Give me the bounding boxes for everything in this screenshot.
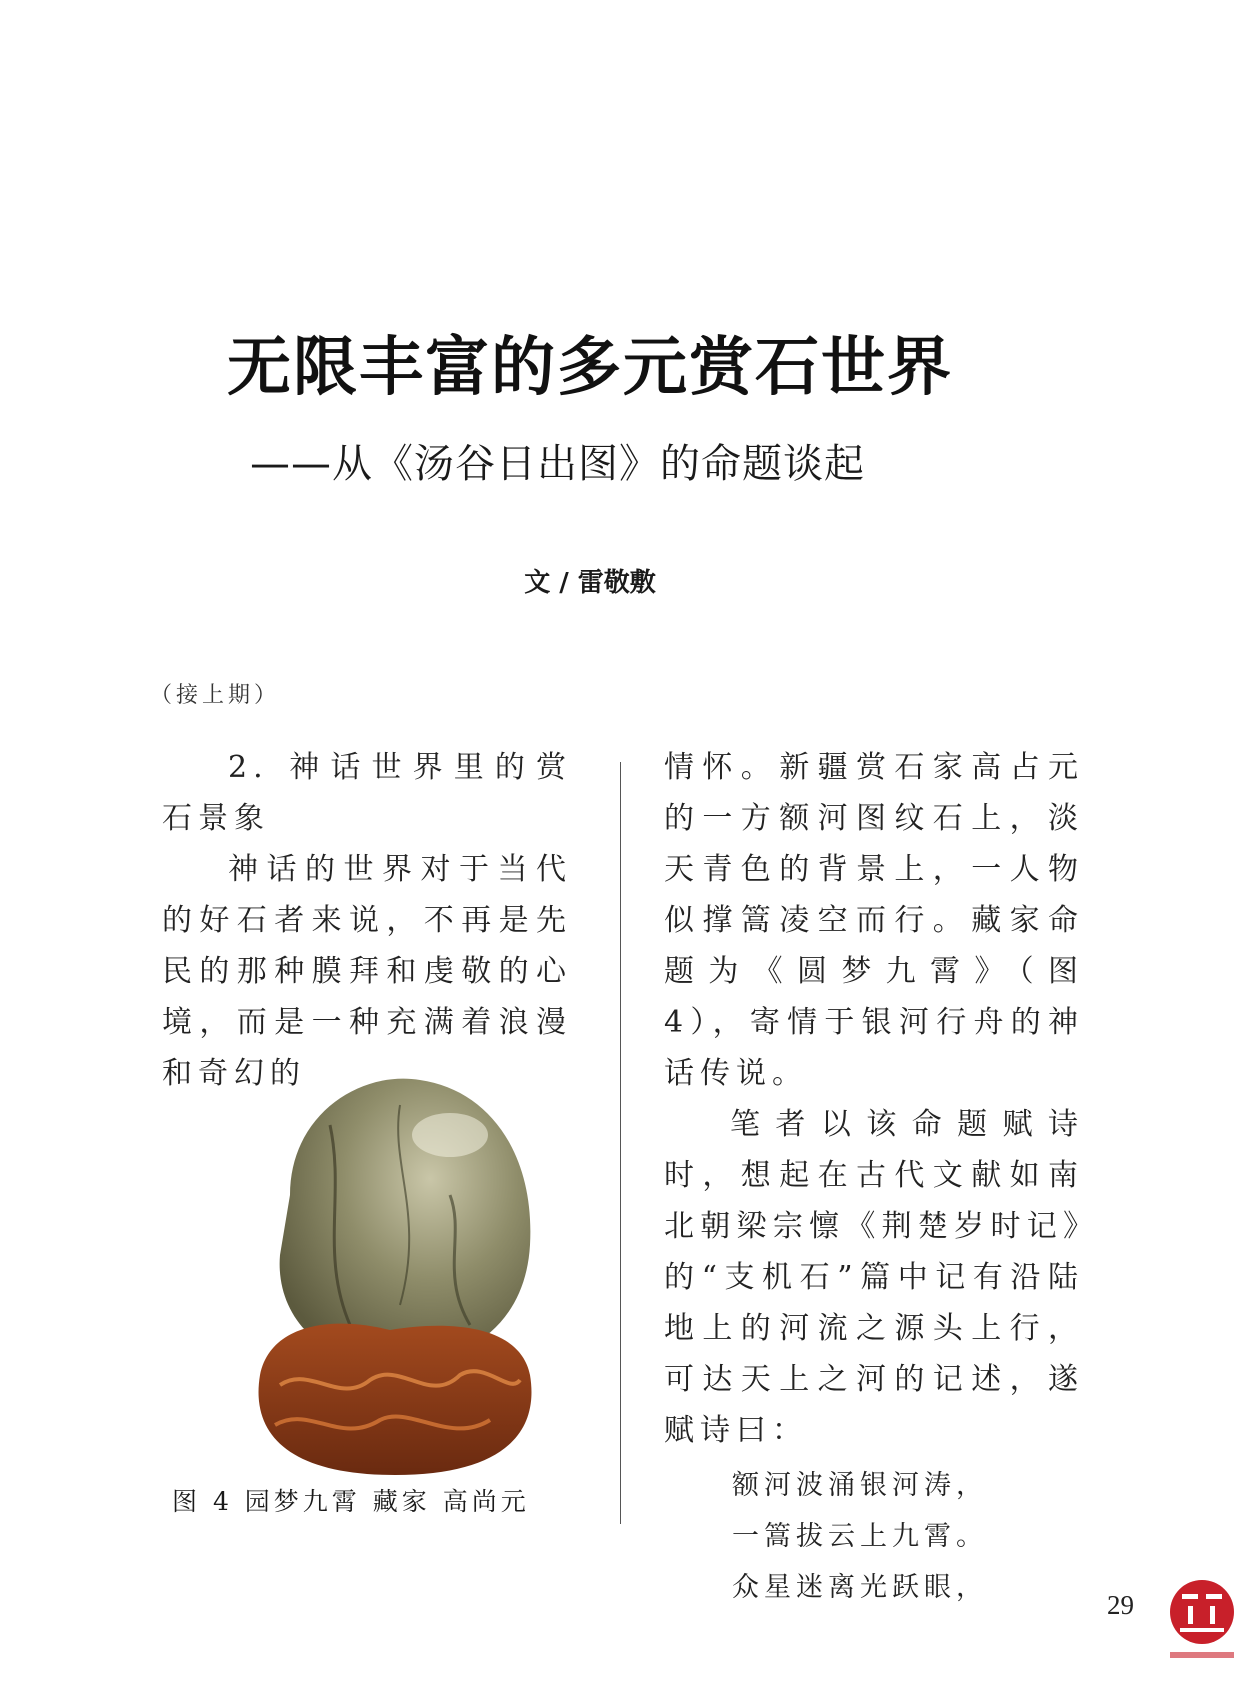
page-number: 29 [1107, 1590, 1134, 1620]
left-column [162, 742, 572, 1099]
poem-line: 众星迷离光跃眼， [732, 1572, 988, 1603]
section-heading: 2. 神话世界里的赏石景象 [162, 750, 572, 836]
publisher-logo-icon [1166, 1572, 1238, 1680]
paragraph: 神话的世界对于当代的好石者来说，不再是先民的那种膜拜和虔敬的心境，而是一种充满着浪漫和奇幻的 [162, 852, 572, 1091]
column-divider [620, 762, 621, 1524]
paragraph: 情怀。新疆赏石家高占元的一方额河图纹石上，淡天青色的背景上，一人物似撑篙凌空而行。藏家命题为《圆梦九霄》（图 4），寄情于银河行舟的神话传说。 [664, 750, 1084, 1091]
figure-caption: 图 4 园梦九霄 藏家 高尚元 [172, 1487, 530, 1516]
poem-line: 一篙拔云上九霄。 [732, 1521, 988, 1552]
continued-note: （接上期） [150, 683, 281, 708]
right-column [664, 742, 1084, 1613]
stone-photo [250, 1075, 540, 1475]
stone-illustration [250, 1075, 540, 1475]
article-title: 无限丰富的多元赏石世界 [227, 330, 953, 405]
paragraph: 笔者以该命题赋诗时，想起在古代文献如南北朝梁宗懔《荆楚岁时记》的“支机石”篇中记有沿陆地上的河流之源头上行，可达天上之河的记述，遂赋诗曰： [664, 1107, 1084, 1448]
article-subtitle: ——从《汤谷日出图》的命题谈起 [250, 441, 865, 487]
poem [664, 1460, 1084, 1613]
author-byline: 文 / 雷敬敷 [524, 568, 656, 598]
poem-line: 额河波涌银河涛， [732, 1470, 988, 1501]
